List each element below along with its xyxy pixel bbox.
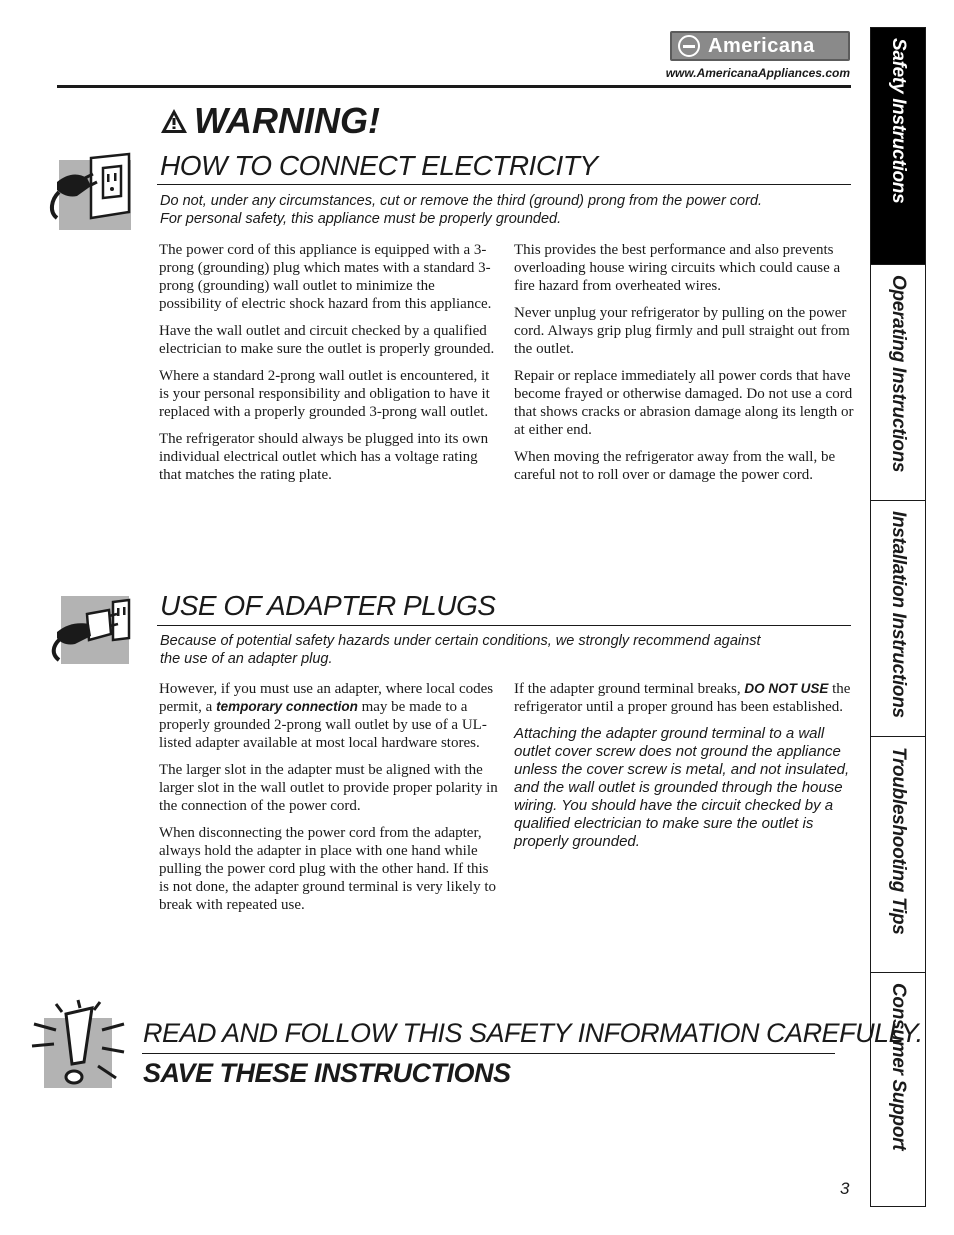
footer-rule <box>142 1053 835 1054</box>
tab-installation-instructions[interactable] <box>871 500 925 736</box>
note-paragraph: Attaching the adapter ground terminal to a wall outlet cover screw does not ground the appliance unless the cover screw is metal, and not insulated, and the wall outlet is grounded through the house wiring. You should have the circuit checked by a qualified electrician to make sure the outlet is properly grounded. <box>514 725 850 850</box>
tab-label: Installation Instructions <box>888 511 909 718</box>
adapter-left-column <box>159 680 499 923</box>
tab-safety-instructions[interactable] <box>871 28 925 264</box>
intro-line: Because of potential safety hazards under certain conditions, we strongly recommend against <box>160 633 761 649</box>
section-intro-electricity <box>160 192 850 228</box>
page-number: 3 <box>840 1179 850 1198</box>
paragraph: The larger slot in the adapter must be aligned with the larger slot in the wall outlet to provide proper polarity in the connection of the power cord. <box>159 762 498 814</box>
paragraph: When disconnecting the power cord from the adapter, always hold the adapter in place with one hand while pulling the power cord plug with the other hand. If this is not done, the adapter ground terminal is very likely to break with repeated use. <box>159 825 497 913</box>
emphasis-do-not-use: DO NOT USE <box>744 681 829 696</box>
footer-read-follow: READ AND FOLLOW THIS SAFETY INFORMATION CAREFULLY. <box>143 1018 923 1048</box>
section-intro-adapter <box>160 632 850 668</box>
section-heading-adapter: USE OF ADAPTER PLUGS <box>160 590 496 621</box>
footer-save-instructions: SAVE THESE INSTRUCTIONS <box>143 1058 511 1088</box>
exclamation-alert-icon <box>30 998 130 1090</box>
intro-line: For personal safety, this appliance must be properly grounded. <box>160 211 562 227</box>
paragraph: Never unplug your refrigerator by pulling on the power cord. Always grip plug firmly and pull straight out from the outlet. <box>514 305 850 357</box>
tab-troubleshooting-tips[interactable] <box>871 736 925 972</box>
paragraph: If the adapter ground terminal breaks, DO NOT USE the refrigerator until a proper ground has been established. <box>514 681 851 715</box>
paragraph: When moving the refrigerator away from the wall, be careful not to roll over or damage the power cord. <box>514 449 836 483</box>
paragraph: However, if you must use an adapter, where local codes permit, a temporary connection may be made to a properly grounded 2-prong wall outlet by use of a UL-listed adapter available at most local hardware stores. <box>159 681 494 751</box>
emphasis-temporary-connection: temporary connection <box>216 699 358 714</box>
paragraph: Repair or replace immediately all power cords that have become frayed or otherwise damaged. Do not use a cord that shows cracks or abrasion damage along its length or at either end. <box>514 368 854 438</box>
tab-label: Operating Instructions <box>888 275 909 473</box>
warning-title <box>160 100 380 142</box>
section-heading-electricity: HOW TO CONNECT ELECTRICITY <box>160 150 598 181</box>
tab-label: Safety Instructions <box>888 38 909 204</box>
logo-emblem-icon <box>678 35 700 57</box>
header-rule <box>57 85 851 88</box>
brand-name: Americana <box>708 34 815 57</box>
section-rule <box>157 625 851 626</box>
website-url: www.AmericanaAppliances.com <box>665 66 850 80</box>
tab-label: Consumer Support <box>888 983 909 1151</box>
warning-triangle-icon <box>160 108 188 134</box>
grounded-plug-icon <box>47 152 135 232</box>
brand-logo <box>670 31 850 61</box>
intro-line: Do not, under any circumstances, cut or remove the third (ground) prong from the power cord. <box>160 193 763 209</box>
adapter-plug-icon <box>47 594 131 666</box>
paragraph: This provides the best performance and also prevents overloading house wiring circuits which could cause a fire hazard from overheated wires. <box>514 242 841 294</box>
paragraph: Have the wall outlet and circuit checked by a qualified electrician to make sure the outlet is properly grounded. <box>159 323 495 357</box>
intro-line: the use of an adapter plug. <box>160 651 333 667</box>
section-rule <box>157 184 851 185</box>
tab-label: Troubleshooting Tips <box>888 747 909 935</box>
adapter-right-column <box>514 680 854 860</box>
electricity-left-column <box>159 241 499 493</box>
tab-consumer-support[interactable] <box>871 972 925 1206</box>
electricity-right-column <box>514 241 854 493</box>
warning-title-text: WARNING! <box>194 100 380 141</box>
paragraph: The refrigerator should always be plugged into its own individual electrical outlet which has a voltage rating that matches the rating plate. <box>159 431 489 483</box>
paragraph: Where a standard 2-prong wall outlet is encountered, it is your personal responsibility and obligation to have it replaced with a properly grounded 3-prong wall outlet. <box>159 368 490 420</box>
paragraph: The power cord of this appliance is equipped with a 3-prong (grounding) plug which mates with a standard 3-prong (grounding) wall outlet to minimize the possibility of electric shock hazard from this appliance. <box>159 242 492 312</box>
tab-operating-instructions[interactable] <box>871 264 925 500</box>
section-tabs-sidebar <box>870 27 926 1207</box>
